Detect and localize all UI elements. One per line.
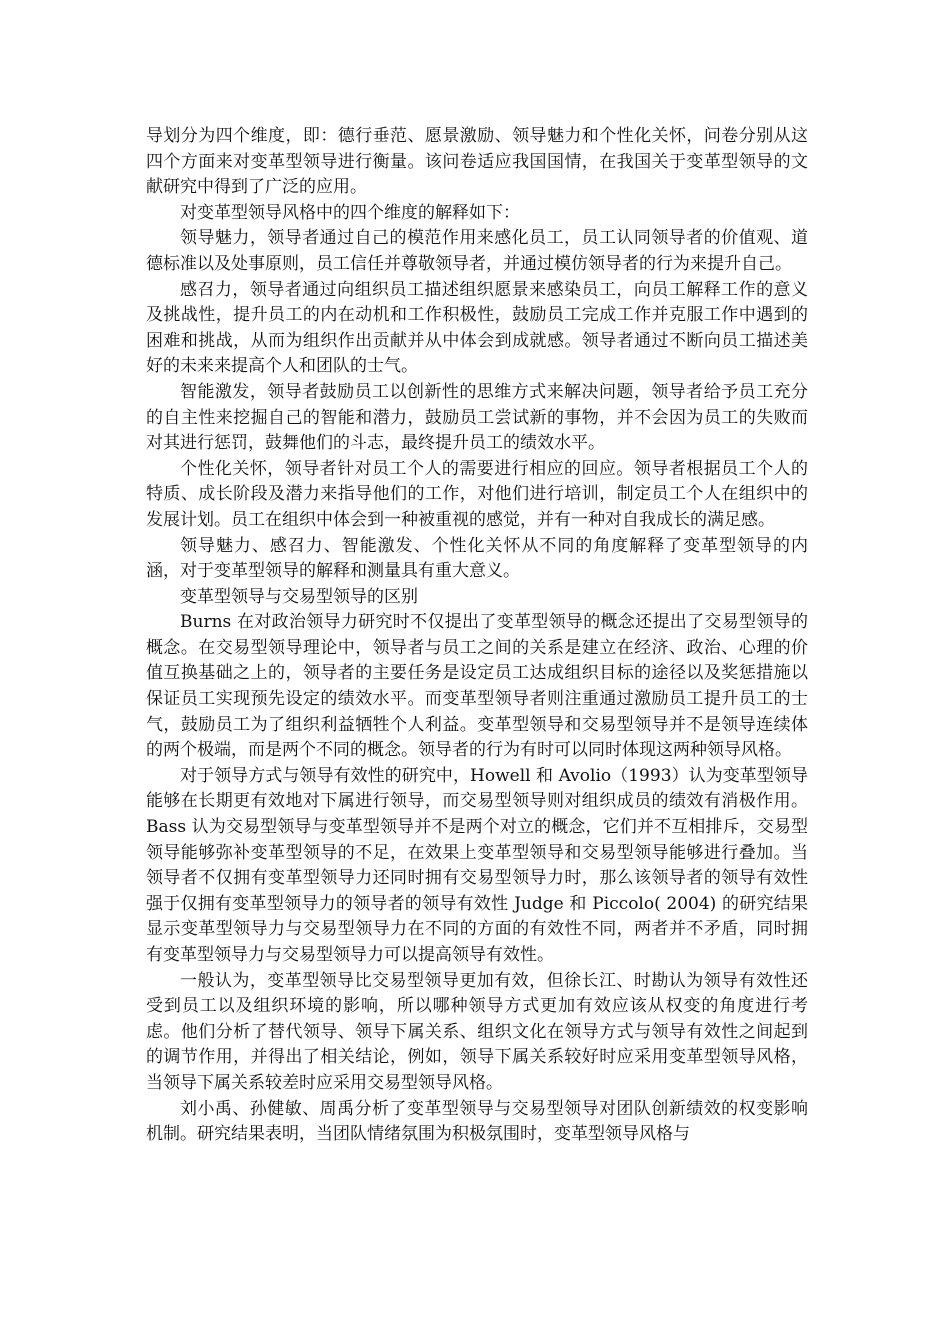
paragraph-howell-avolio: 对于领导方式与领导有效性的研究中，Howell 和 Avolio（1993）认为变革型领导能够在长期更有效地对下属进行领导，而交易型领导则对组织成员的绩效有消极作用。Bass 认为交易型领导与变革型领导并不是两个对立的概念，它们并不互相排斥，交易型领导能够弥补变革型领导的不足，在效果上变革型领导和交易型领导能够进行叠加。当领导者不仅拥有变革型领导力还同时拥有交易型领导力时，那么该领导者的领导有效性强于仅拥有变革型领导力的领导者的领导有效性 Judge 和 Piccolo( 2004) 的研究结果显示变革型领导力与交易型领导力在不同的方面的有效性不同，两者并不矛盾，同时拥有变革型领导力与交易型领导力可以提高领导有效性。 (146, 765, 808, 965)
paragraph-liu-sun-zhou: 刘小禹、孙健敏、周禹分析了变革型领导与交易型领导对团队创新绩效的权变影响机制。研究结果表明，当团队情绪氛围为积极氛围时，变革型领导风格与 (146, 1098, 808, 1145)
paragraph-contingency: 一般认为，变革型领导比交易型领导更加有效，但徐长江、时勘认为领导有效性还受到员工以及组织环境的影响，所以哪种领导方式更加有效应该从权变的角度进行考虑。他们分析了替代领导、领导下属关系、组织文化在领导方式与领导有效性之间起到的调节作用，并得出了相关结论，例如，领导下属关系较好时应采用变革型领导风格，当领导下属关系较差时应采用交易型领导风格。 (146, 970, 808, 1093)
paragraph-dimensions-summary: 领导魅力、感召力、智能激发、个性化关怀从不同的角度解释了变革型领导的内涵，对于变革型领导的解释和测量具有重大意义。 (146, 535, 808, 582)
paragraph-burns: Burns 在对政治领导力研究时不仅提出了变革型领导的概念还提出了交易型领导的概念。在交易型领导理论中，领导者与员工之间的关系是建立在经济、政治、心理的价值互换基础之上的，领导者的主要任务是设定员工达成组织目标的途径以及奖惩措施以保证员工实现预先设定的绩效水平。而变革型领导者则注重通过激励员工提升员工的士气，鼓励员工为了组织利益牺牲个人利益。变革型领导和交易型领导并不是领导连续体的两个极端，而是两个不同的概念。领导者的行为有时可以同时体现这两种领导风格。 (146, 612, 808, 761)
paragraph-inspiration: 感召力，领导者通过向组织员工描述组织愿景来感染员工，向员工解释工作的意义及挑战性，提升员工的内在动机和工作积极性，鼓励员工完成工作并克服工作中遇到的困难和挑战，从而为组织作出贡献并从中体会到成就感。领导者通过不断向员工描述美好的未来来提高个人和团队的士气。 (146, 279, 808, 377)
document-page (146, 124, 808, 1148)
paragraph-dimensions-intro: 导划分为四个维度，即：德行垂范、愿景激励、领导魅力和个性化关怀，问卷分别从这四个方面来对变革型领导进行衡量。该问卷适应我国国情，在我国关于变革型领导的文献研究中得到了广泛的应用。 (146, 126, 808, 198)
paragraph-charisma: 领导魅力，领导者通过自己的模范作用来感化员工，员工认同领导者的价值观、道德标准以及处事原则，员工信任并尊敬领导者，并通过模仿领导者的行为来提升自己。 (146, 228, 808, 274)
section-heading-difference: 变革型领导与交易型领导的区别 (180, 586, 418, 607)
paragraph-individual-consideration: 个性化关怀，领导者针对员工个人的需要进行相应的回应。领导者根据员工个人的特质、成长阶段及潜力来指导他们的工作，对他们进行培训，制定员工个人在组织中的发展计划。员工在组织中体会到一种被重视的感觉，并有一种对自我成长的满足感。 (146, 458, 808, 530)
paragraph-dimensions-heading: 对变革型领导风格中的四个维度的解释如下： (180, 202, 520, 223)
paragraph-intellectual-stimulation: 智能激发，领导者鼓励员工以创新性的思维方式来解决问题，领导者给予员工充分的自主性来挖掘自己的智能和潜力，鼓励员工尝试新的事物，并不会因为员工的失败而对其进行惩罚，鼓舞他们的斗志，最终提升员工的绩效水平。 (146, 381, 808, 454)
